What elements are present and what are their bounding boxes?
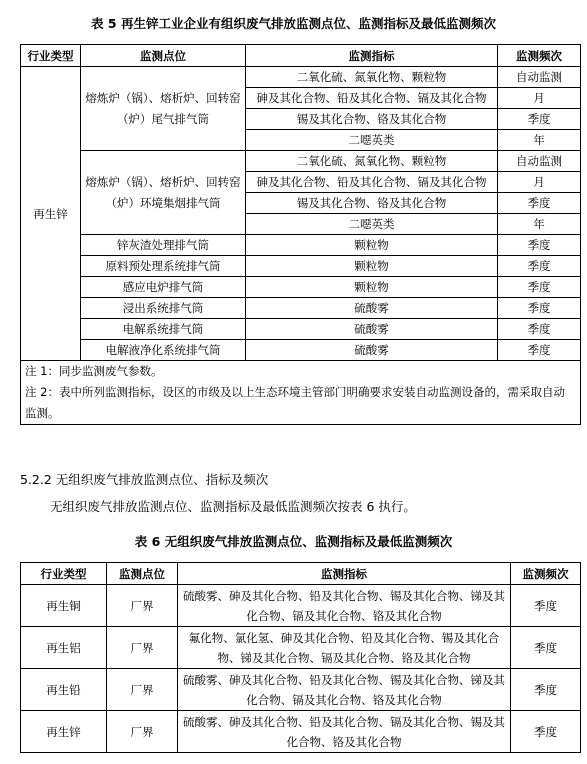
- table5-frequency-cell: 季度: [498, 193, 581, 214]
- table-row: [21, 711, 581, 753]
- table6: [20, 562, 581, 753]
- table5-indicator-cell: 颗粒物: [246, 277, 498, 298]
- table5-indicator-cell: 锡及其化合物、铬及其化合物: [246, 193, 498, 214]
- table5-industry-cell: 再生锌: [21, 67, 81, 361]
- table-row: [21, 298, 581, 319]
- table5-frequency-cell: 季度: [498, 109, 581, 130]
- table5-point-cell: 浸出系统排气筒: [81, 298, 246, 319]
- table5-notes-row: [21, 361, 581, 425]
- table6-header-row: [21, 563, 581, 585]
- table5-indicator-cell: 颗粒物: [246, 256, 498, 277]
- table5-header-row: [21, 45, 581, 67]
- table5-indicator-cell: 二氧化硫、氮氧化物、颗粒物: [246, 67, 498, 88]
- table5-indicator-cell: 砷及其化合物、铅及其化合物、镉及其化合物: [246, 88, 498, 109]
- table6-industry-cell: 再生锌: [21, 711, 107, 753]
- table6-point-cell: 厂界: [107, 669, 178, 711]
- table5-frequency-cell: 季度: [498, 277, 581, 298]
- table5-frequency-cell: 自动监测: [498, 151, 581, 172]
- table5-point-cell: 原料预处理系统排气筒: [81, 256, 246, 277]
- table5-header-indicator: 监测指标: [246, 45, 498, 67]
- table5-indicator-cell: 二噁英类: [246, 130, 498, 151]
- table-row: [21, 669, 581, 711]
- table5-note-2: 注 2：表中所列监测指标，设区的市级及以上生态环境主管部门明确要求安装自动监测设备的，需采取自动监测。: [25, 385, 565, 420]
- table-row: [21, 151, 581, 172]
- table-row: [21, 319, 581, 340]
- table6-frequency-cell: 季度: [511, 585, 581, 627]
- section-heading: 5.2.2 无组织废气排放监测点位、指标及频次: [20, 472, 269, 487]
- table6-industry-cell: 再生铝: [21, 627, 107, 669]
- table5-frequency-cell: 季度: [498, 256, 581, 277]
- table6-header-industry: 行业类型: [21, 563, 107, 585]
- table5-frequency-cell: 季度: [498, 340, 581, 361]
- table6-indicator-cell: 硫酸雾、砷及其化合物、铅及其化合物、锡及其化合物、锑及其化合物、镉及其化合物、铬及其化合物: [178, 585, 511, 627]
- table5-header-industry: 行业类型: [21, 45, 81, 67]
- table5-notes: [21, 361, 581, 425]
- table5-header-point: 监测点位: [81, 45, 246, 67]
- table6-header-indicator: 监测指标: [178, 563, 511, 585]
- table5-point-cell: 电解液净化系统排气筒: [81, 340, 246, 361]
- table-row: [21, 585, 581, 627]
- table-row: [21, 340, 581, 361]
- table5-indicator-cell: 二噁英类: [246, 214, 498, 235]
- table5: [20, 44, 581, 425]
- table5-frequency-cell: 年: [498, 130, 581, 151]
- table5-indicator-cell: 砷及其化合物、铅及其化合物、镉及其化合物: [246, 172, 498, 193]
- table6-industry-cell: 再生铅: [21, 669, 107, 711]
- table6-indicator-cell: 氟化物、氯化氢、砷及其化合物、铅及其化合物、锡及其化合物、锑及其化合物、镉及其化合物、铬及其化合物: [178, 627, 511, 669]
- table5-frequency-cell: 季度: [498, 319, 581, 340]
- table6-frequency-cell: 季度: [511, 711, 581, 753]
- table5-indicator-cell: 硫酸雾: [246, 319, 498, 340]
- table6-header-point: 监测点位: [107, 563, 178, 585]
- table6-header-frequency: 监测频次: [511, 563, 581, 585]
- table5-indicator-cell: 颗粒物: [246, 235, 498, 256]
- table5-frequency-cell: 季度: [498, 298, 581, 319]
- table-row: [21, 277, 581, 298]
- table6-point-cell: 厂界: [107, 627, 178, 669]
- table6-industry-cell: 再生铜: [21, 585, 107, 627]
- table5-frequency-cell: 月: [498, 88, 581, 109]
- table5-indicator-cell: 锡及其化合物、铬及其化合物: [246, 109, 498, 130]
- table6-indicator-cell: 硫酸雾、砷及其化合物、铅及其化合物、锡及其化合物、锑及其化合物、镉及其化合物、铬及其化合物: [178, 669, 511, 711]
- table6-point-cell: 厂界: [107, 711, 178, 753]
- table5-note-1: 注 1：同步监测废气参数。: [25, 364, 163, 378]
- table-row: [21, 627, 581, 669]
- table5-group1-point: 熔炼炉（锅）、熔析炉、回转窑（炉）尾气排气筒: [81, 67, 246, 151]
- table6-caption: 表 6 无组织废气排放监测点位、监测指标及最低监测频次: [134, 534, 453, 549]
- table6-frequency-cell: 季度: [511, 627, 581, 669]
- table-row: [21, 235, 581, 256]
- table-row: [21, 67, 581, 88]
- table5-caption: 表 5 再生锌工业企业有组织废气排放监测点位、监测指标及最低监测频次: [91, 16, 496, 31]
- table5-point-cell: 锌灰渣处理排气筒: [81, 235, 246, 256]
- table6-point-cell: 厂界: [107, 585, 178, 627]
- table5-indicator-cell: 二氧化硫、氮氧化物、颗粒物: [246, 151, 498, 172]
- table5-point-cell: 感应电炉排气筒: [81, 277, 246, 298]
- table5-frequency-cell: 自动监测: [498, 67, 581, 88]
- table5-indicator-cell: 硫酸雾: [246, 340, 498, 361]
- table5-header-frequency: 监测频次: [498, 45, 581, 67]
- table5-indicator-cell: 硫酸雾: [246, 298, 498, 319]
- section-paragraph: 无组织废气排放监测点位、监测指标及最低监测频次按表 6 执行。: [50, 499, 416, 514]
- table5-group2-point: 熔炼炉（锅）、熔析炉、回转窑（炉）环境集烟排气筒: [81, 151, 246, 235]
- table5-point-cell: 电解系统排气筒: [81, 319, 246, 340]
- table5-frequency-cell: 季度: [498, 235, 581, 256]
- table5-frequency-cell: 月: [498, 172, 581, 193]
- table-row: [21, 256, 581, 277]
- table6-frequency-cell: 季度: [511, 669, 581, 711]
- table5-frequency-cell: 年: [498, 214, 581, 235]
- table6-indicator-cell: 硫酸雾、砷及其化合物、铅及其化合物、镉及其化合物、锡及其化合物、铬及其化合物: [178, 711, 511, 753]
